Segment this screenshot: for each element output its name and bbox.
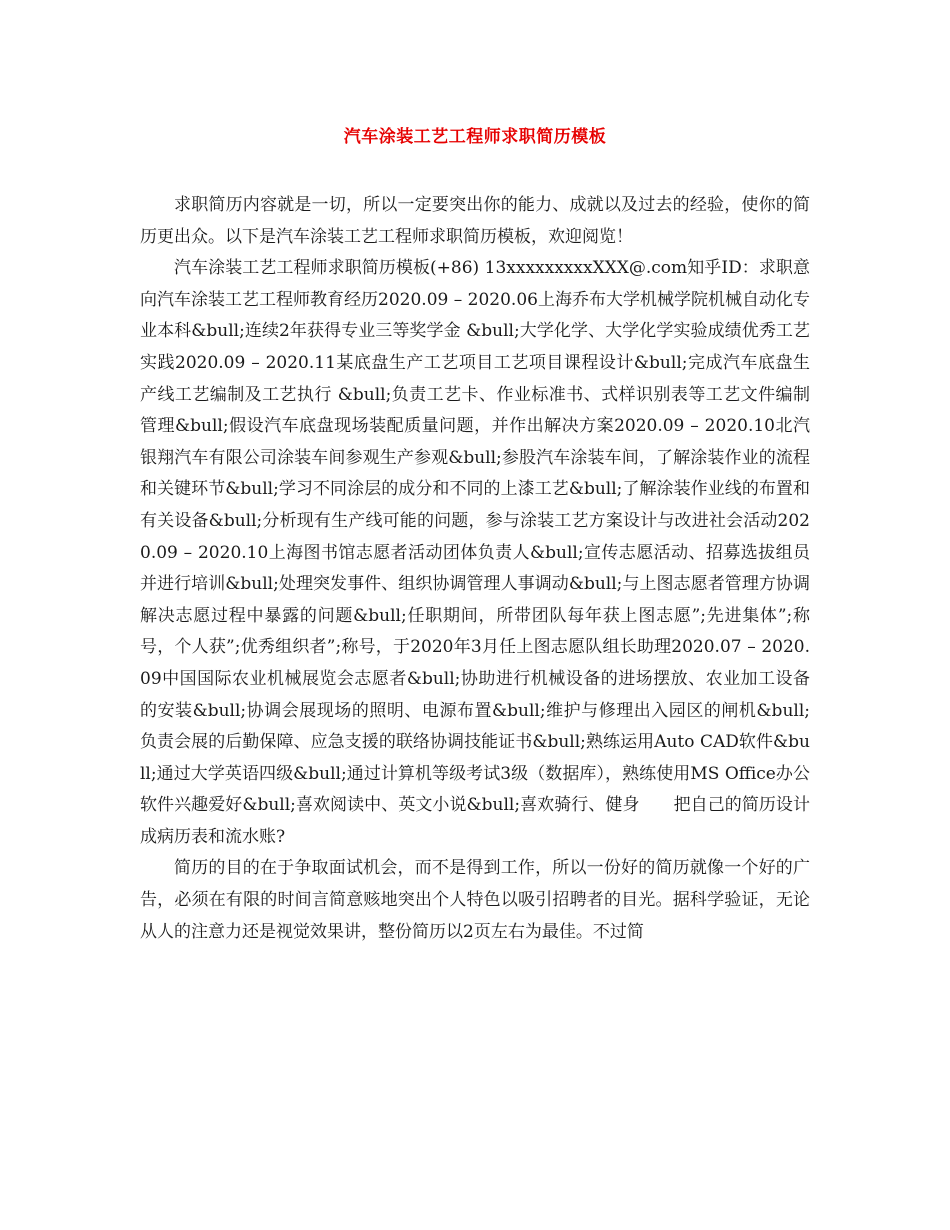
paragraph-resume-advice: 简历的目的在于争取面试机会，而不是得到工作，所以一份好的简历就像一个好的广告，必须在有限的时间言简意赅地突出个人特色以吸引招聘者的目光。据科学验证，无论从人的注意力还是视觉效果讲，整份简历以2页左右为最佳。不过简 xyxy=(140,858,810,942)
paragraph-intro: 求职简历内容就是一切，所以一定要突出你的能力、成就以及过去的经验，使你的简历更出众。以下是汽车涂装工艺工程师求职简历模板，欢迎阅览！ xyxy=(140,195,810,247)
paragraph-resume-template: 汽车涂装工艺工程师求职简历模板(+86) 13xxxxxxxxxXXX@.com知乎ID：求职意向汽车涂装工艺工程师教育经历2020.09 – 2020.06上海乔布大学机械学院机械自动化专业本科&bull;连续2年获得专业三等奖学金 &bull;大学化学、大学化学实验成绩优秀工艺实践2020.09 – 2020.11某底盘生产工艺项目工艺项目课程设计&bull;完成汽车底盘生产线工艺编制及工艺执行 &bull;负责工艺卡、作业标准书、式样识别表等工艺文件编制管理&bull;假设汽车底盘现场装配质量问题，并作出解决方案2020.09 – 2020.10北汽银翔汽车有限公司涂装车间参观生产参观&bull;参股汽车涂装车间，了解涂装作业的流程和关键环节&bull;学习不同涂层的成分和不同的上漆工艺&bull;了解涂装作业线的布置和有关设备&bull;分析现有生产线可能的问题，参与涂装工艺方案设计与改进社会活动2020.09 – 2020.10上海图书馆志愿者活动团体负责人&bull;宣传志愿活动、招募选拔组员并进行培训&bull;处理突发事件、组织协调管理人事调动&bull;与上图志愿者管理方协调解决志愿过程中暴露的问题&bull;任职期间，所带团队每年获上图志愿”;先进集体”;称号，个人获”;优秀组织者”;称号，于2020年3月任上图志愿队组长助理2020.07 – 2020.09中国国际农业机械展览会志愿者&bull;协助进行机械设备的进场摆放、农业加工设备的安装&bull;协调会展现场的照明、电源布置&bull;维护与修理出入园区的闸机&bull;负责会展的后勤保障、应急支援的联络协调技能证书&bull;熟练运用Auto CAD软件&bull;通过大学英语四级&bull;通过计算机等级考试3级（数据库），熟练使用MS Office办公软件兴趣爱好&bull;喜欢阅读中、英文小说&bull;喜欢骑行、健身 把自己的简历设计成病历表和流水账? xyxy=(140,258,810,847)
document-title: 汽车涂装工艺工程师求职简历模板 xyxy=(343,127,607,147)
document-body xyxy=(140,190,810,948)
